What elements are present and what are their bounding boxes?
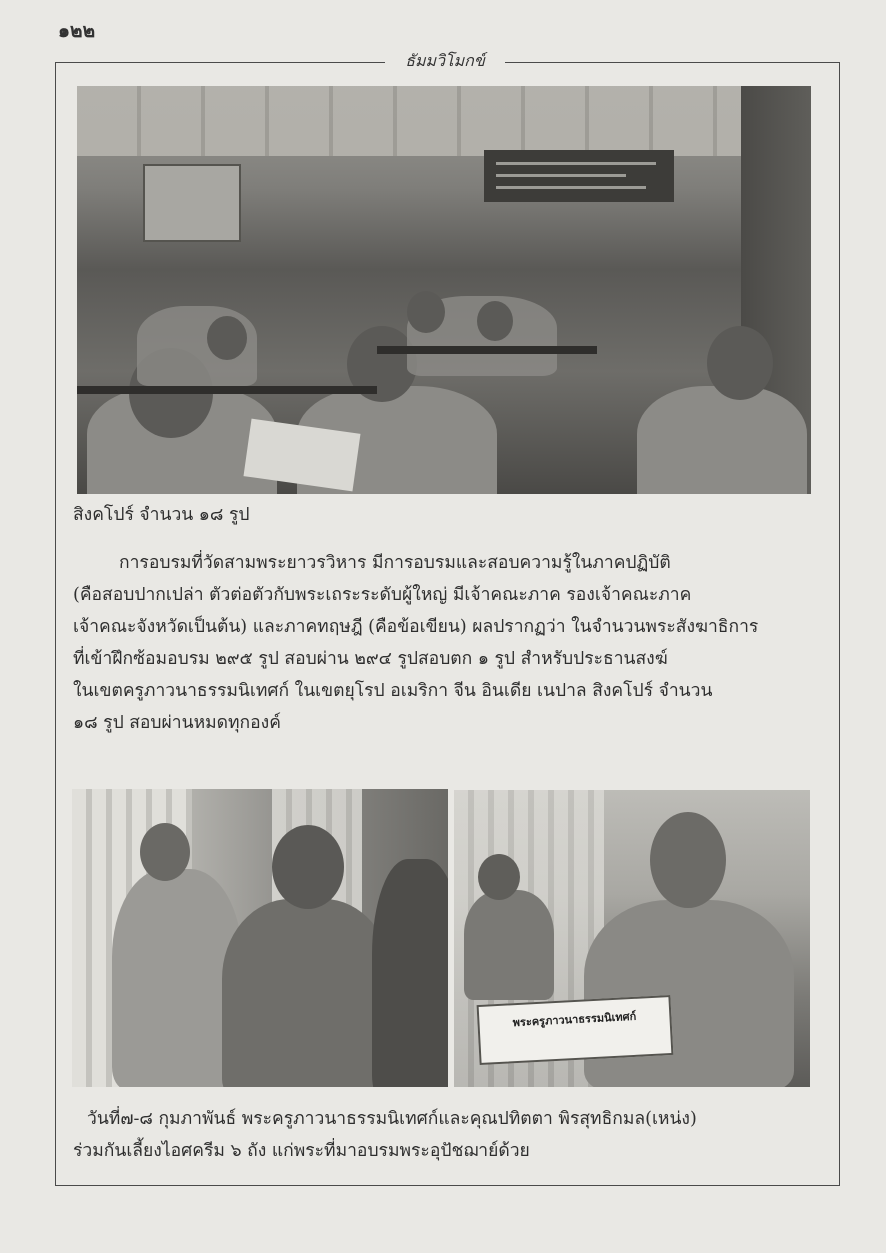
stage-banner bbox=[484, 150, 674, 202]
monk-portrait-photo bbox=[454, 790, 810, 1087]
paragraph-line: ๑๘ รูป สอบผ่านหมดทุกองค์ bbox=[73, 713, 281, 733]
running-title: ธัมมวิโมกข์ bbox=[385, 48, 505, 74]
monk-head bbox=[650, 812, 726, 908]
caption-line: สิงคโปร์ จำนวน ๑๘ รูป bbox=[73, 505, 250, 525]
monk-head bbox=[478, 854, 520, 900]
monk-figure bbox=[222, 899, 392, 1087]
ceiling-decoration bbox=[77, 86, 811, 156]
monk-head bbox=[140, 823, 190, 881]
monk-head bbox=[707, 326, 773, 400]
top-caption bbox=[73, 499, 813, 531]
monk-figure bbox=[584, 900, 794, 1087]
monk-head bbox=[272, 825, 344, 909]
monk-head bbox=[407, 291, 445, 333]
monk-figure bbox=[464, 890, 554, 1000]
paragraph-line: ในเขตครูภาวนาธรรมนิเทศก์ ในเขตยุโรป อเมริกา จีน อินเดีย เนปาล สิงคโปร์ จำนวน bbox=[73, 681, 713, 701]
nameplate bbox=[477, 995, 674, 1065]
bottom-caption bbox=[73, 1103, 813, 1167]
desk-row bbox=[77, 386, 377, 394]
nameplate-text: พระครูภาวนาธรรมนิเทศก์ bbox=[512, 1009, 637, 1030]
monk-figure bbox=[372, 859, 448, 1087]
paragraph-line: (คือสอบปากเปล่า ตัวต่อตัวกับพระเถระระดับผู้ใหญ่ มีเจ้าคณะภาค รองเจ้าคณะภาค bbox=[73, 585, 692, 605]
monks-seated-photo bbox=[72, 789, 448, 1087]
monk-figure bbox=[637, 386, 807, 494]
projector-screen bbox=[143, 164, 241, 242]
paragraph-line: การอบรมที่วัดสามพระยาวรวิหาร มีการอบรมและสอบความรู้ในภาคปฏิบัติ bbox=[119, 553, 671, 573]
main-paragraph bbox=[73, 547, 813, 739]
paragraph-line: ที่เข้าฝึกซ้อมอบรม ๒๙๕ รูป สอบผ่าน ๒๙๔ รูปสอบตก ๑ รูป สำหรับประธานสงฆ์ bbox=[73, 649, 668, 669]
monk-head bbox=[477, 301, 513, 341]
monk-head bbox=[207, 316, 247, 360]
paragraph-line: เจ้าคณะจังหวัดเป็นต้น) และภาคทฤษฎี (คือข้อเขียน) ผลปรากฏว่า ในจำนวนพระสังฆาธิการ bbox=[73, 617, 759, 637]
caption-line: วันที่๗-๘ กุมภาพันธ์ พระครูภาวนาธรรมนิเทศก์และคุณปทิตตา พิรสุทธิกมล(เหน่ง) bbox=[87, 1109, 697, 1129]
caption-line: ร่วมกันเลี้ยงไอศครีม ๖ ถัง แก่พระที่มาอบรมพระอุปัชฌาย์ด้วย bbox=[73, 1141, 530, 1161]
conference-hall-photo bbox=[77, 86, 811, 494]
page-number: ๑๒๒ bbox=[58, 20, 96, 42]
desk-row bbox=[377, 346, 597, 354]
